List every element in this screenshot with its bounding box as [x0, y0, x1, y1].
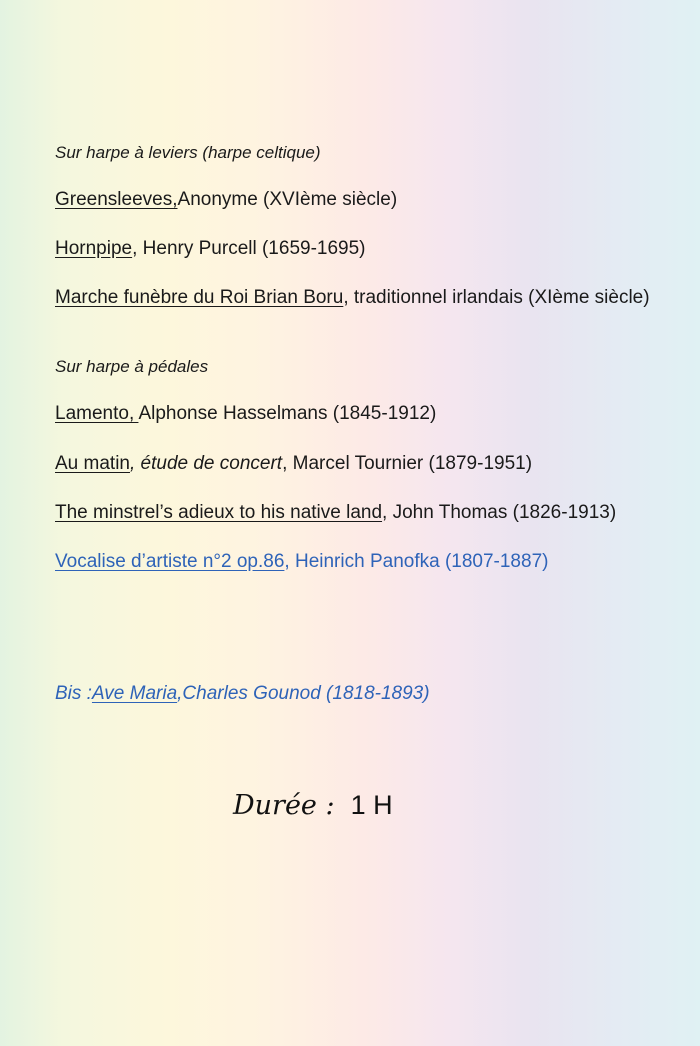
piece-composer: Alphonse Hasselmans (1845-1912)	[138, 403, 437, 424]
list-item-link[interactable]	[55, 551, 548, 573]
list-item	[55, 453, 532, 475]
encore-line	[55, 683, 430, 705]
piece-composer: , Heinrich Panofka (1807-1887)	[284, 551, 549, 572]
encore-composer: ,Charles Gounod (1818-1893)	[177, 683, 430, 704]
list-item	[55, 403, 436, 425]
piece-subtitle: , étude de concert	[129, 453, 283, 474]
list-item	[55, 238, 366, 260]
encore-title-link[interactable]: Ave Maria	[91, 683, 178, 704]
piece-composer: , Marcel Tournier (1879-1951)	[282, 453, 533, 474]
list-item	[55, 189, 397, 211]
piece-composer: , John Thomas (1826-1913)	[382, 502, 617, 523]
piece-title-marche-funebre: Marche funèbre du Roi Brian Boru	[55, 287, 344, 308]
duration-value: 1 H	[350, 790, 393, 820]
piece-title-hornpipe: Hornpipe	[55, 238, 133, 259]
duration-label: Durée :	[233, 790, 335, 821]
piece-title-au-matin: Au matin	[55, 453, 130, 474]
piece-composer: Anonyme (XVIème siècle)	[177, 189, 398, 210]
duration	[233, 790, 393, 821]
piece-title-vocalise-link[interactable]: Vocalise d’artiste n°2 op.86	[55, 551, 285, 572]
piece-composer: , Henry Purcell (1659-1695)	[132, 238, 366, 259]
piece-title-greensleeves: Greensleeves,	[55, 189, 178, 210]
section-heading-lever-harp: Sur harpe à leviers (harpe celtique)	[55, 143, 321, 162]
encore-prefix: Bis :	[55, 683, 92, 704]
list-item	[55, 287, 650, 309]
piece-composer: , traditionnel irlandais (XIème siècle)	[343, 287, 650, 308]
list-item	[55, 502, 616, 524]
piece-title-minstrel: The minstrel’s adieux to his native land	[55, 502, 383, 523]
section-heading-pedal-harp: Sur harpe à pédales	[55, 357, 209, 376]
piece-title-lamento: Lamento,	[55, 403, 139, 424]
